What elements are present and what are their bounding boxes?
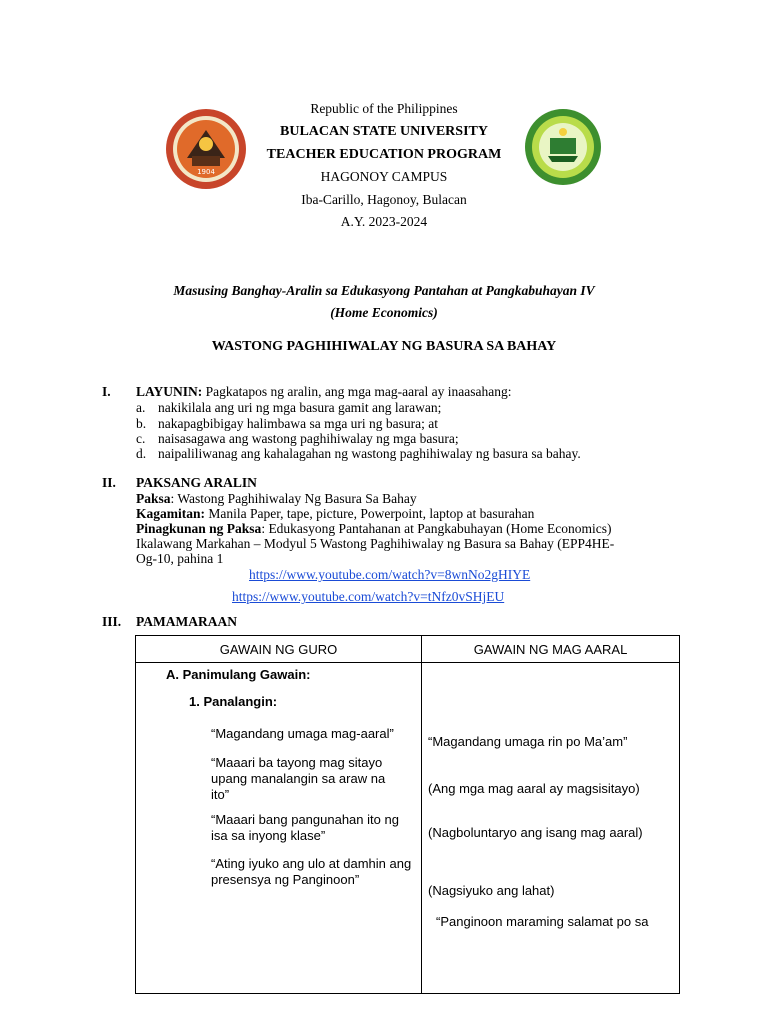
layunin-label: LAYUNIN: (136, 384, 203, 399)
pinagkunan-value: : Edukasyong Pantahanan at Pangkabuhayan (Home Economics) (261, 521, 612, 536)
lesson-plan-subtitle: (Home Economics) (330, 305, 438, 320)
objective-letter: d. (136, 446, 147, 461)
header-campus: HAGONOY CAMPUS (320, 169, 448, 184)
objective-letter: a. (136, 400, 146, 415)
layunin-intro: Pagkatapos ng aralin, ang mga mag-aaral ay inaasahang: (202, 384, 512, 399)
student-volunteer-response: (Nagboluntaryo ang isang mag aaral) (428, 825, 643, 840)
section-2-heading (136, 475, 257, 491)
youtube-link-2[interactable]: https://www.youtube.com/watch?v=tNfz0vSHjEU (232, 589, 505, 604)
paksang-aralin-label: PAKSANG ARALIN (136, 475, 257, 490)
header-address: Iba-Carillo, Hagonoy, Bulacan (301, 192, 467, 207)
kagamitan-value: Manila Paper, tape, picture, Powerpoint, laptop at basurahan (205, 506, 535, 521)
objective-text: nakikilala ang uri ng mga basura gamit ang larawan; (158, 400, 442, 415)
teacher-greeting: “Magandang umaga mag-aaral” (211, 726, 394, 741)
paksa-label: Paksa (136, 491, 171, 506)
pamamaraan-label: PAMAMARAAN (136, 614, 237, 629)
objective-item (136, 431, 459, 447)
header-academic-year: A.Y. 2023-2024 (340, 214, 428, 229)
kagamitan-line (136, 506, 534, 522)
panimulang-gawain-label: A. Panimulang Gawain: (166, 667, 311, 682)
kagamitan-label: Kagamitan: (136, 506, 205, 521)
teacher-lead-request: “Maaari bang pangunahan ito ng isa sa inyong klase” (211, 812, 399, 843)
section-3-heading (136, 614, 237, 630)
header-university: BULACAN STATE UNIVERSITY (280, 124, 488, 139)
objective-item (136, 446, 581, 462)
teacher-bow-instruction: “Ating iyuko ang ulo at damhin ang presensya ng Panginoon” (211, 856, 412, 887)
paksa-line (136, 491, 417, 507)
objective-item (136, 400, 441, 416)
lesson-plan-title: Masusing Banghay-Aralin sa Edukasyong Pantahan at Pangkabuhayan IV (173, 283, 595, 298)
reference-line: Ikalawang Markahan – Modyul 5 Wastong Paghihiwalay ng Basura sa Bahay (EPP4HE- (136, 536, 615, 551)
pinagkunan-label: Pinagkunan ng Paksa (136, 521, 262, 536)
section-3-number: III. (102, 614, 122, 629)
objective-letter: c. (136, 431, 146, 446)
teacher-activity-cell (136, 663, 422, 994)
seal-year: 1904 (197, 168, 215, 176)
panalangin-label: 1. Panalangin: (189, 694, 278, 709)
student-activity-cell (422, 663, 680, 994)
objective-letter: b. (136, 416, 147, 431)
youtube-link-1[interactable]: https://www.youtube.com/watch?v=8wnNo2gHIYE (249, 567, 531, 582)
lesson-topic-title: WASTONG PAGHIHIWALAY NG BASURA SA BAHAY (211, 339, 557, 354)
objective-text: naisasagawa ang wastong paghihiwalay ng mga basura; (158, 431, 459, 446)
procedure-table (135, 635, 680, 994)
reference-line-2: Og-10, pahina 1 (136, 551, 224, 566)
student-prayer: “Panginoon maraming salamat po sa (436, 914, 649, 929)
student-column-header: GAWAIN NG MAG AARAL (422, 636, 680, 663)
student-stand-response: (Ang mga mag aaral ay magsisitayo) (428, 781, 640, 796)
header-program: TEACHER EDUCATION PROGRAM (266, 147, 502, 162)
objective-text: nakapagbibigay halimbawa sa mga uri ng basura; at (158, 416, 439, 431)
pinagkunan-line (136, 521, 611, 537)
section-2-number: II. (102, 475, 116, 490)
header-republic: Republic of the Philippines (310, 101, 458, 116)
objective-item (136, 416, 438, 432)
student-bow-response: (Nagsiyuko ang lahat) (428, 883, 555, 898)
paksa-value: : Wastong Paghihiwalay Ng Basura Sa Bahay (170, 491, 417, 506)
objective-text: naipaliliwanag ang kahalagahan ng wastong paghihiwalay ng basura sa bahay. (158, 446, 581, 461)
teacher-column-header: GAWAIN NG GURO (136, 636, 422, 663)
student-greeting: “Magandang umaga rin po Ma’am” (428, 734, 628, 749)
teacher-stand-request: “Maaari ba tayong mag sitayo upang manalangin sa araw na ito” (211, 755, 386, 802)
section-1-heading (136, 384, 512, 400)
section-1-number: I. (102, 384, 111, 399)
